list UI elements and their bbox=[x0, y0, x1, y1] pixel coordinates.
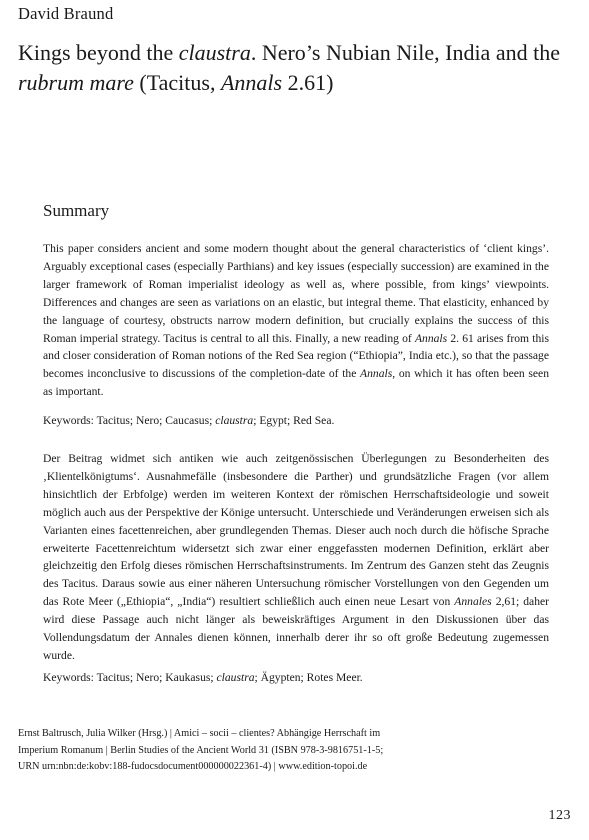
title-italic-rubrum-mare: rubrum mare bbox=[18, 70, 134, 95]
author-name: David Braund bbox=[18, 4, 114, 23]
publication-footer bbox=[18, 726, 558, 776]
title-italic-annals: Annals bbox=[220, 70, 283, 95]
keywords-de-after: ; Ägypten; Rotes Meer. bbox=[254, 671, 363, 684]
title-part-3: (Tacitus, bbox=[133, 70, 221, 95]
german-text-2: 2,61; daher wird diese Passage auch nicht länger als beweiskräftiges Argument in den Diskussionen über das Vollendungsdatum der Annales dienen können, innerhalb derer ihr so oft große Bedeutung zugemessen wurde. bbox=[43, 595, 549, 662]
summary-heading: Summary bbox=[43, 201, 110, 220]
title-part-1: Kings beyond the bbox=[18, 40, 179, 65]
keywords-en-italic: claustra bbox=[215, 414, 254, 427]
keywords-en-after: ; Egypt; Red Sea. bbox=[253, 414, 335, 427]
title-part-4: 2.61) bbox=[282, 70, 334, 95]
german-annales-ref: Annales bbox=[454, 595, 492, 609]
summary-annals-ref: Annals bbox=[414, 331, 448, 345]
keywords-english bbox=[43, 412, 549, 430]
keywords-de-italic: claustra bbox=[216, 671, 255, 684]
german-summary-paragraph bbox=[43, 450, 549, 665]
german-text-1: Der Beitrag widmet sich antiken wie auch zeitgenössischen Überlegungen zu Besonderheiten des ‚Klientelkönigtums‘. Ausnahmefälle (insbesondere die Parther) und grundsätzliche Fragen (vor allem hinsichtlich der Erbfolge) werden im weiteren Kontext der römischen Herrschaftsideologie und soweit möglich auch aus der Perspektive der Könige untersucht. Unterschiede und Veränderungen erweisen sich als Varianten eines facettenreichen, aber grundlegenden Themas. Dieser auch noch durch die höfische Sprache erweiterte Facettenreichtum widersetzt sich zwar einer enggefassten modernen Definition, erklärt aber gleichzeitig den Erfolg dieses römischen Herrschaftsinstruments. Im Zentrum des Ganzen steht das Zeugnis des Tacitus. Daraus sowie aus einer näheren Untersuchung römischer Vorstellungen von den Gegenden um das Rote Meer („Ethiopia“, „India“) resultiert schließlich auch einen neue Lesart von bbox=[43, 452, 549, 609]
footer-line-1: Ernst Baltrusch, Julia Wilker (Hrsg.) | Amici – socii – clientes? Abhängige Herrschaft im bbox=[18, 728, 381, 739]
summary-text-1: This paper considers ancient and some modern thought about the general characteristics of ‘client kings’. Arguably exceptional cases (especially Parthians) and key issues (especially succession) are examined in the larger framework of Roman imperialist ideology as well as, where possible, from kings’ viewpoints. Differences and changes are seen as variations on an elastic, but integral theme. That elasticity, enhanced by the language of courtesy, obstructs narrow modern definition, but crucially explains the success of this Roman imperial strategy. Tacitus is central to all this. Finally, a new reading of bbox=[43, 242, 549, 345]
summary-paragraph bbox=[43, 240, 549, 401]
footer-line-3: URN urn:nbn:de:kobv:188-fudocsdocument000000022361-4) | www.edition-topoi.de bbox=[18, 761, 368, 773]
summary-text-3: , on which it has often been seen as important. bbox=[43, 367, 549, 399]
page-number: 123 bbox=[548, 808, 571, 823]
summary-annals-ref-2: Annals bbox=[360, 367, 393, 381]
footer-line-2: Imperium Romanum | Berlin Studies of the Ancient World 31 (ISBN 978-3-9816751-1-5; bbox=[18, 744, 384, 756]
keywords-de-before: Keywords: Tacitus; Nero; Kaukasus; bbox=[43, 671, 217, 684]
article-title bbox=[18, 38, 578, 98]
title-italic-claustra: claustra bbox=[178, 40, 251, 65]
title-part-2: . Nero’s Nubian Nile, India and the bbox=[250, 40, 560, 65]
keywords-en-before: Keywords: Tacitus; Nero; Caucasus; bbox=[43, 414, 216, 427]
summary-text-2: 2. 61 arises from this and closer consideration of Roman notions of the Red Sea region (“Ethiopia”, India etc.), so that the passage becomes inconclusive to discussions of the completion-date of the bbox=[43, 331, 550, 381]
keywords-german bbox=[43, 669, 549, 687]
